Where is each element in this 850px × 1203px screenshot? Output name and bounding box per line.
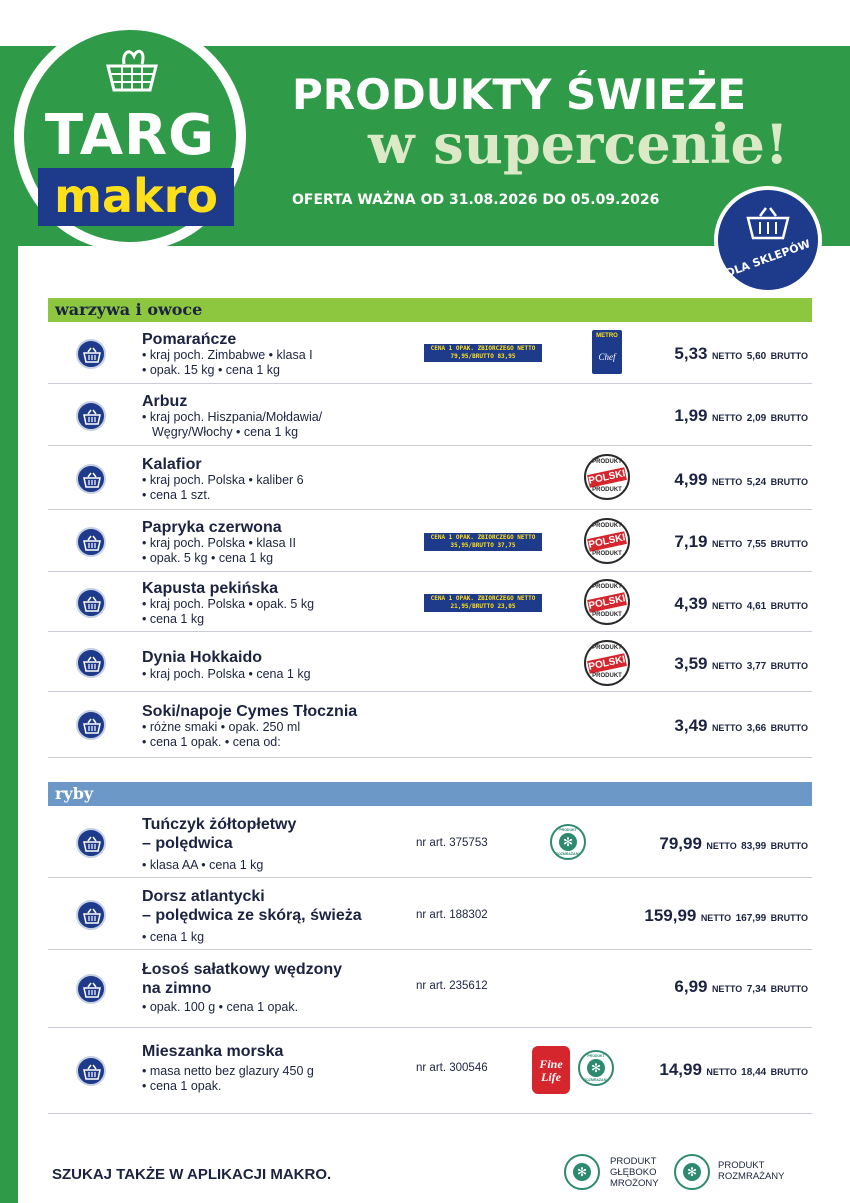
product-desc-line: • cena 1 kg — [142, 930, 205, 944]
product-desc-line: • klasa AA • cena 1 kg — [142, 858, 264, 872]
grocery-basket-icon — [104, 46, 160, 96]
shop-badge-label: DLA SKLEPÓW — [723, 237, 813, 280]
polski-top: PRODUKT — [592, 645, 622, 651]
price-net: 14,99 — [659, 1060, 702, 1079]
price-net-label: NETTO — [700, 913, 732, 923]
basket-icon — [76, 974, 106, 1004]
price — [659, 834, 808, 854]
offer-dates: OFERTA WAŻNA OD 31.08.2026 DO 05.09.2026 — [292, 192, 660, 208]
price — [674, 594, 808, 614]
product-name: Kalafior — [142, 456, 202, 473]
price — [674, 977, 808, 997]
product-desc-line: • cena 1 kg — [142, 612, 205, 626]
price — [674, 532, 808, 552]
price-gross: 2,09 — [746, 413, 767, 424]
fine-life-logo: Fine Life — [532, 1046, 570, 1094]
price — [659, 1060, 808, 1080]
polski-mid: POLSKI — [587, 468, 627, 487]
price — [674, 470, 808, 490]
badge-tiny-top: PRODUKT — [587, 1054, 605, 1058]
price-gross-label: BRUTTO — [770, 661, 808, 671]
section-label: ryby — [55, 784, 94, 803]
product-desc-line: • cena 1 opak. — [142, 1079, 222, 1093]
product-desc-line: • opak. 100 g • cena 1 opak. — [142, 1000, 299, 1014]
price-net-label: NETTO — [711, 477, 743, 487]
price-gross: 18,44 — [741, 1067, 767, 1078]
frozen-product-badge — [578, 1050, 614, 1086]
frozen-product-badge — [550, 824, 586, 860]
basket-icon — [76, 401, 106, 431]
shop-badge — [714, 186, 822, 294]
price-net: 7,19 — [674, 532, 708, 551]
polski-mid: POLSKI — [587, 654, 627, 673]
shopping-basket-icon — [746, 206, 790, 240]
price-net-label: NETTO — [711, 984, 743, 994]
polski-top: PRODUKT — [592, 523, 622, 529]
legend-thawed-label: PRODUKT ROZMRAŻANY — [718, 1160, 785, 1182]
polski-bot: PRODUKT — [592, 487, 622, 493]
price-net-label: NETTO — [711, 601, 743, 611]
price-net-label: NETTO — [711, 539, 743, 549]
price-net-label: NETTO — [711, 413, 743, 423]
side-band — [0, 46, 18, 1203]
legend-frozen-label: PRODUKT GŁĘBOKO MROŻONY — [610, 1156, 659, 1189]
price-gross: 7,34 — [746, 984, 767, 995]
product-desc-line: Węgry/Włochy • cena 1 kg — [152, 425, 299, 439]
snowflake-icon: ✻ — [559, 833, 577, 851]
product-name: Dorsz atlantycki — [142, 888, 265, 905]
product-row — [48, 322, 812, 384]
basket-icon — [76, 828, 106, 858]
price-net: 159,99 — [644, 906, 697, 925]
metro-chef-logo — [592, 330, 622, 374]
price-gross: 83,99 — [741, 841, 767, 852]
price — [674, 654, 808, 674]
product-desc-line: • opak. 5 kg • cena 1 kg — [142, 551, 274, 565]
product-name: – polędwica — [142, 835, 233, 852]
product-name: Kapusta pekińska — [142, 580, 279, 597]
produkt-polski-badge — [584, 518, 630, 564]
price-net-label: NETTO — [711, 661, 743, 671]
bulk-price-tag: CENA 1 OPAK. ZBIORCZEGO NETTO 79,95/BRUTTO 83,95 — [424, 344, 542, 362]
polski-mid: POLSKI — [587, 593, 627, 612]
price-gross-label: BRUTTO — [770, 351, 808, 361]
bulk-price-tag: CENA 1 OPAK. ZBIORCZEGO NETTO 35,95/BRUTTO 37,75 — [424, 533, 542, 551]
product-row — [48, 510, 812, 572]
price-net-label: NETTO — [711, 723, 743, 733]
product-row — [48, 1028, 812, 1114]
section-bar-fish — [48, 782, 812, 806]
product-name: na zimno — [142, 980, 212, 997]
section-bar-fruit-veg — [48, 298, 812, 322]
article-number: nr art. 375753 — [416, 837, 488, 849]
polski-bot: PRODUKT — [592, 551, 622, 557]
page-subtitle: w supercenie! — [368, 112, 789, 176]
price-net: 3,59 — [674, 654, 708, 673]
price-net: 4,39 — [674, 594, 708, 613]
article-number: nr art. 188302 — [416, 909, 488, 921]
price — [674, 406, 808, 426]
snowflake-icon: ✻ — [587, 1059, 605, 1077]
product-row — [48, 878, 812, 950]
produkt-polski-badge — [584, 640, 630, 686]
page-title: PRODUKTY ŚWIEŻE — [292, 70, 747, 119]
product-desc-line: • różne smaki • opak. 250 ml — [142, 720, 301, 734]
price-gross-label: BRUTTO — [770, 539, 808, 549]
product-name: Soki/napoje Cymes Tłocznia — [142, 703, 358, 720]
product-desc-line: • masa netto bez glazury 450 g — [142, 1064, 314, 1078]
price-gross-label: BRUTTO — [770, 984, 808, 994]
legend-thawed-badge — [674, 1154, 710, 1190]
price-gross-label: BRUTTO — [770, 1067, 808, 1077]
product-name: Arbuz — [142, 393, 188, 410]
price-net-label: NETTO — [706, 841, 737, 851]
product-name: – polędwica ze skórą, świeża — [142, 907, 362, 924]
badge-tiny-bot: ROZMRAŻANY — [583, 1078, 609, 1082]
article-number: nr art. 300546 — [416, 1062, 488, 1074]
product-desc-line: • kraj poch. Polska • cena 1 kg — [142, 667, 311, 681]
price-gross: 7,55 — [746, 539, 767, 550]
price-gross-label: BRUTTO — [770, 841, 808, 851]
product-row — [48, 806, 812, 878]
product-row — [48, 632, 812, 692]
basket-icon — [76, 900, 106, 930]
price-net: 6,99 — [674, 977, 708, 996]
logo-makro: makro — [54, 169, 218, 223]
product-name: Dynia Hokkaido — [142, 649, 263, 666]
price — [644, 906, 808, 926]
product-row — [48, 692, 812, 758]
product-row — [48, 572, 812, 632]
metro-chef-top: METRO — [596, 333, 618, 339]
article-number: nr art. 235612 — [416, 980, 488, 992]
price-net-label: NETTO — [711, 351, 743, 361]
price-net-label: NETTO — [706, 1067, 737, 1077]
bulk-price-tag: CENA 1 OPAK. ZBIORCZEGO NETTO 21,95/BRUTTO 23,05 — [424, 594, 542, 612]
footer-app-text: SZUKAJ TAKŻE W APLIKACJI MAKRO. — [52, 1166, 332, 1183]
price-gross: 3,66 — [746, 723, 767, 734]
badge-tiny-top: PRODUKT — [559, 828, 577, 832]
product-name: Papryka czerwona — [142, 519, 282, 536]
logo-targ: TARG — [44, 103, 216, 168]
product-row — [48, 950, 812, 1028]
section-label: warzywa i owoce — [55, 300, 203, 319]
legend-frozen-badge — [564, 1154, 600, 1190]
polski-top: PRODUKT — [592, 459, 622, 465]
basket-icon — [76, 710, 106, 740]
snowflake-icon: ✻ — [683, 1163, 701, 1181]
price-gross-label: BRUTTO — [770, 601, 808, 611]
produkt-polski-badge — [584, 454, 630, 500]
polski-bot: PRODUKT — [592, 612, 622, 618]
polski-top: PRODUKT — [592, 584, 622, 590]
price-gross-label: BRUTTO — [770, 723, 808, 733]
polski-bot: PRODUKT — [592, 673, 622, 679]
basket-icon — [76, 648, 106, 678]
product-desc-line: • kraj poch. Hiszpania/Mołdawia/ — [142, 410, 323, 424]
price-gross: 3,77 — [746, 661, 767, 672]
basket-icon — [76, 588, 106, 618]
basket-icon — [76, 339, 106, 369]
price — [674, 344, 808, 364]
metro-chef-name: Chef — [598, 352, 616, 362]
product-desc-line: • kraj poch. Polska • kaliber 6 — [142, 473, 304, 487]
product-desc-line: • cena 1 opak. • cena od: — [142, 735, 281, 749]
price-net: 3,49 — [674, 716, 708, 735]
price-gross: 5,60 — [746, 351, 767, 362]
product-name: Tuńczyk żółtopłetwy — [142, 816, 297, 833]
badge-tiny-bot: ROZMRAŻANY — [555, 852, 581, 856]
product-name: Łosoś sałatkowy wędzony — [142, 961, 343, 978]
snowflake-icon: ✻ — [573, 1163, 591, 1181]
price-net: 4,99 — [674, 470, 708, 489]
product-desc-line: • kraj poch. Polska • klasa II — [142, 536, 296, 550]
polski-mid: POLSKI — [587, 532, 627, 551]
price-gross: 4,61 — [746, 601, 767, 612]
price-gross: 167,99 — [735, 913, 767, 924]
price-net: 79,99 — [659, 834, 702, 853]
product-desc-line: • opak. 15 kg • cena 1 kg — [142, 363, 281, 377]
basket-icon — [76, 1056, 106, 1086]
product-desc-line: • kraj poch. Polska • opak. 5 kg — [142, 597, 315, 611]
price-gross-label: BRUTTO — [770, 477, 808, 487]
product-desc-line: • cena 1 szt. — [142, 488, 211, 502]
price-gross: 5,24 — [746, 477, 767, 488]
price — [674, 716, 808, 736]
product-row — [48, 384, 812, 446]
product-name: Pomarańcze — [142, 331, 237, 348]
price-gross-label: BRUTTO — [770, 413, 808, 423]
product-row — [48, 446, 812, 510]
product-desc-line: • kraj poch. Zimbabwe • klasa I — [142, 348, 313, 362]
price-net: 1,99 — [674, 406, 708, 425]
price-net: 5,33 — [674, 344, 708, 363]
basket-icon — [76, 527, 106, 557]
product-name: Mieszanka morska — [142, 1043, 284, 1060]
basket-icon — [76, 464, 106, 494]
produkt-polski-badge — [584, 579, 630, 625]
price-gross-label: BRUTTO — [770, 913, 808, 923]
